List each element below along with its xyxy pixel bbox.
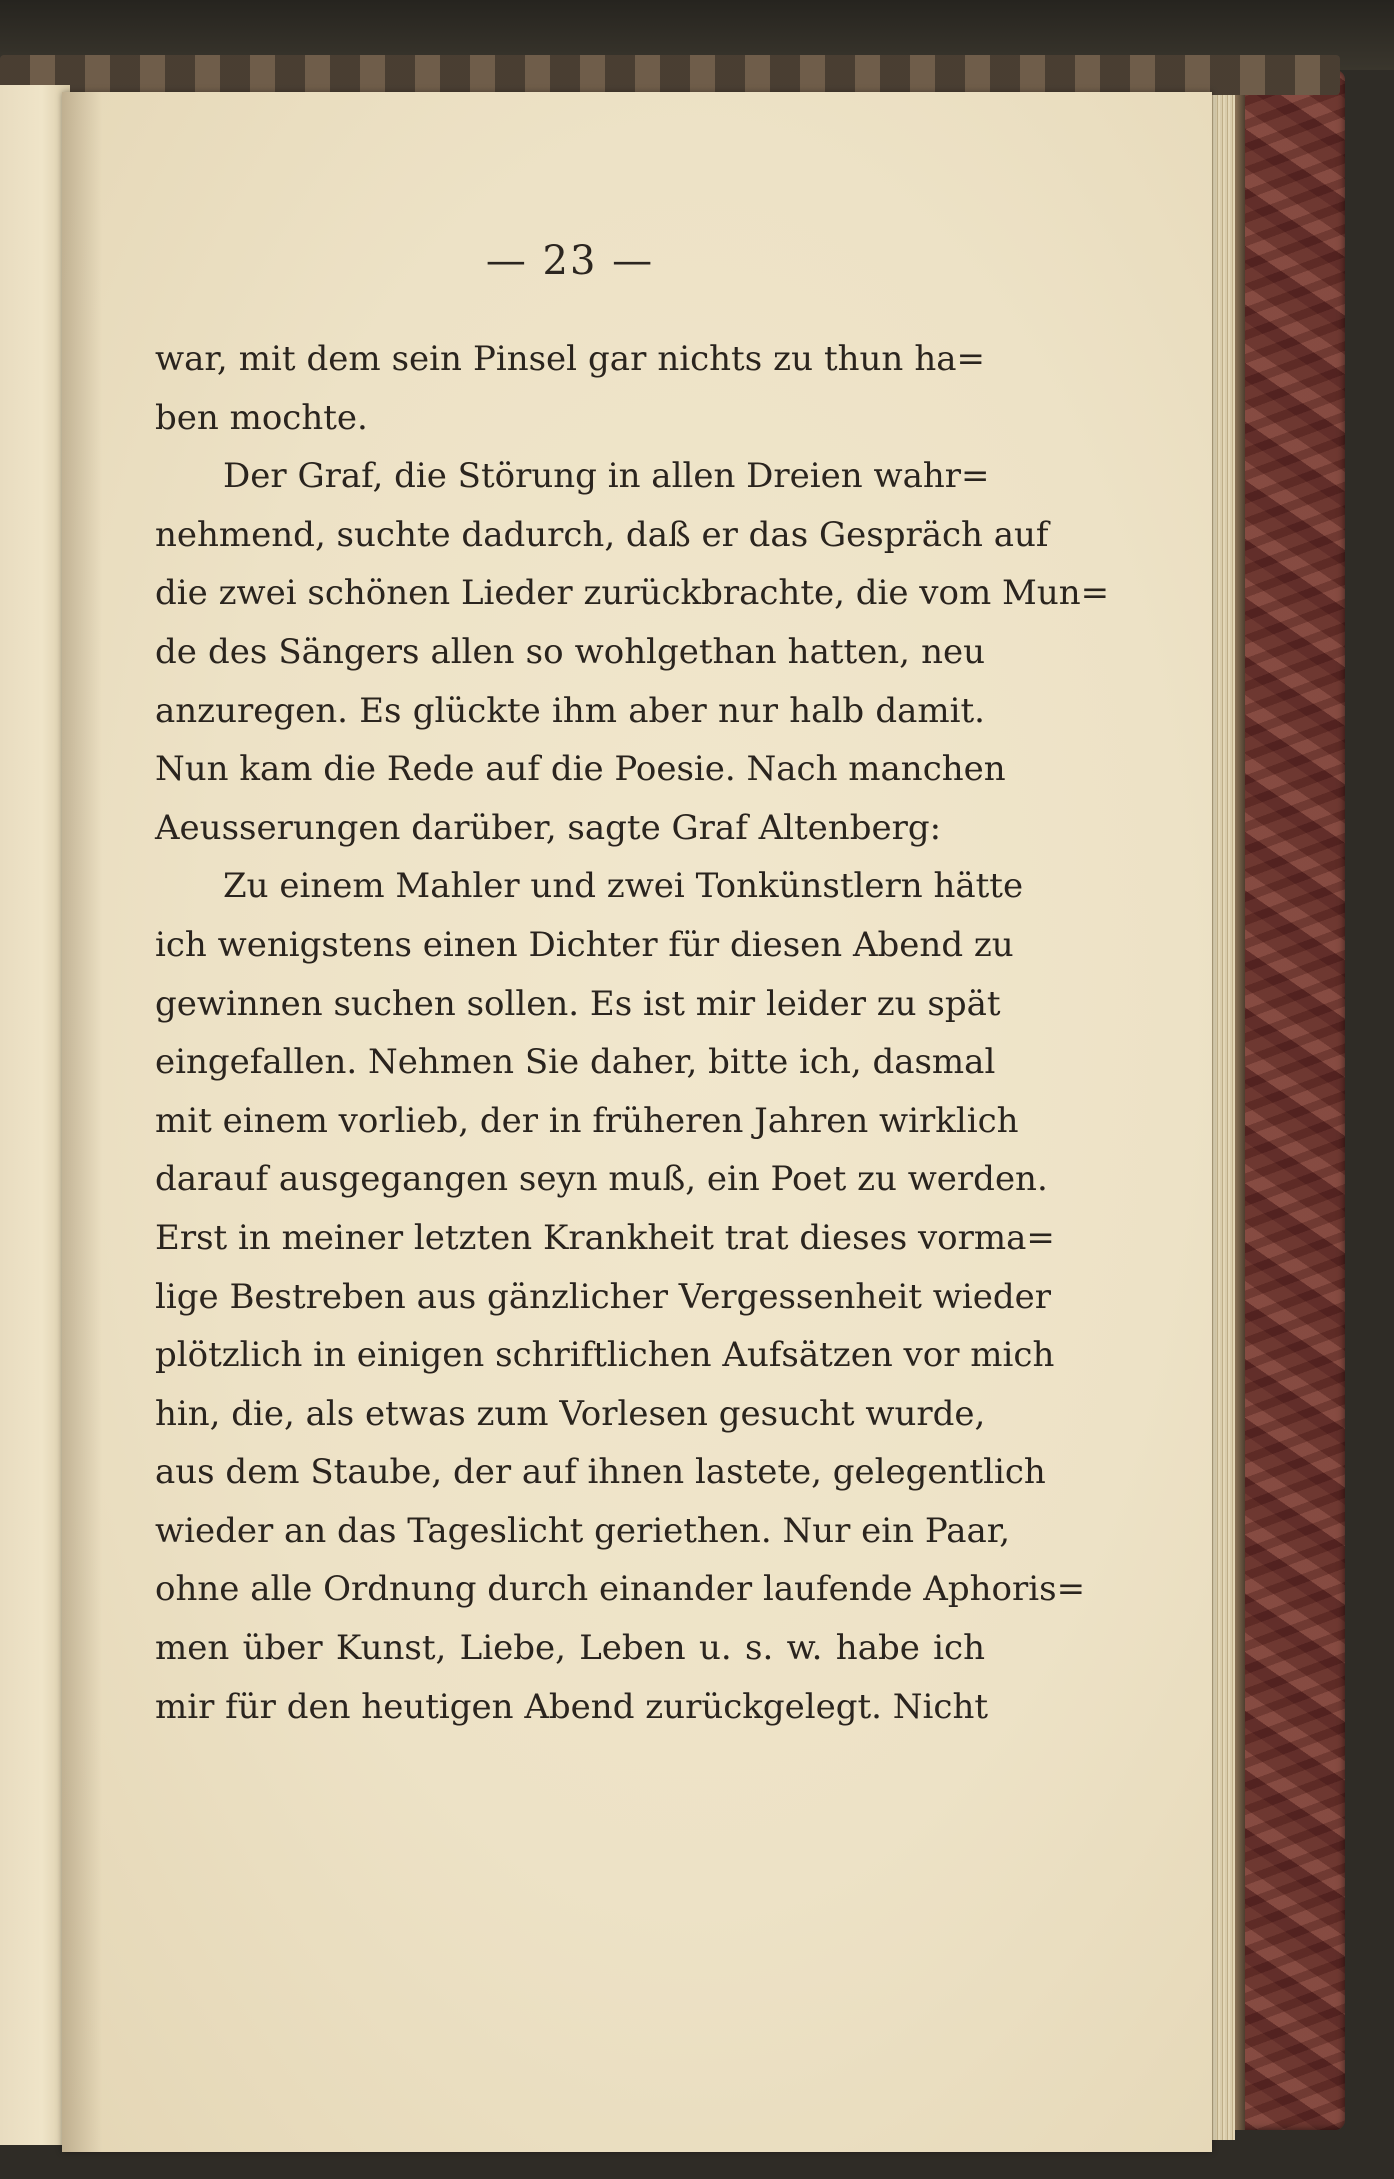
text-line: de des Sängers allen so wohlgethan hatten, neu <box>155 631 985 672</box>
text-line: men über Kunst, Liebe, Leben u. s. w. habe ich <box>155 1628 985 1669</box>
text-line: plötzlich in einigen schriftlichen Aufsätzen vor mich <box>155 1335 1055 1376</box>
text-line: lige Bestreben aus gänzlicher Vergessenheit wieder <box>155 1276 1051 1317</box>
text-line: Nun kam die Rede auf die Poesie. Nach manchen <box>155 749 1006 790</box>
text-line: ohne alle Ordnung durch einander laufende Aphoris= <box>155 1569 1086 1610</box>
text-line: die zwei schönen Lieder zurückbrachte, die vom Mun= <box>155 573 1110 614</box>
text-line: nehmend, suchte dadurch, daß er das Gespräch auf <box>155 514 1049 555</box>
text-line: darauf ausgegangen seyn muß, ein Poet zu werden. <box>155 1159 1048 1200</box>
text-line: aus dem Staube, der auf ihnen lastete, gelegentlich <box>155 1452 1046 1493</box>
paragraph <box>155 330 985 447</box>
text-line: Der Graf, die Störung in allen Dreien wahr= <box>223 456 990 497</box>
text-line: Aeusserungen darüber, sagte Graf Altenberg: <box>155 807 942 848</box>
paragraph <box>155 857 1086 1736</box>
page-number: — 23 — <box>485 238 655 284</box>
paragraph <box>155 447 1110 857</box>
text-line: eingefallen. Nehmen Sie daher, bitte ich, dasmal <box>155 1042 996 1083</box>
book-spine-top <box>0 55 1340 95</box>
text-line: ben mochte. <box>155 397 368 438</box>
text-line: Zu einem Mahler und zwei Tonkünstlern hätte <box>223 866 1024 907</box>
text-line: mit einem vorlieb, der in früheren Jahren wirklich <box>155 1100 1019 1141</box>
text-line: gewinnen suchen sollen. Es ist mir leider zu spät <box>155 983 1001 1024</box>
text-line: war, mit dem sein Pinsel gar nichts zu thun ha= <box>155 339 985 379</box>
text-line: hin, die, als etwas zum Vorlesen gesucht wurde, <box>155 1393 986 1434</box>
body-text <box>155 330 1110 1736</box>
text-line: anzuregen. Es glückte ihm aber nur halb damit. <box>155 690 985 731</box>
left-facing-page <box>0 85 70 2145</box>
text-line: wieder an das Tageslicht geriethen. Nur ein Paar, <box>155 1510 1011 1551</box>
text-line: mir für den heutigen Abend zurückgelegt. Nicht <box>155 1686 989 1727</box>
gutter-shadow <box>62 92 102 2152</box>
text-line: ich wenigstens einen Dichter für diesen Abend zu <box>155 924 1014 965</box>
text-line: Erst in meiner letzten Krankheit trat dieses vorma= <box>155 1217 1055 1258</box>
